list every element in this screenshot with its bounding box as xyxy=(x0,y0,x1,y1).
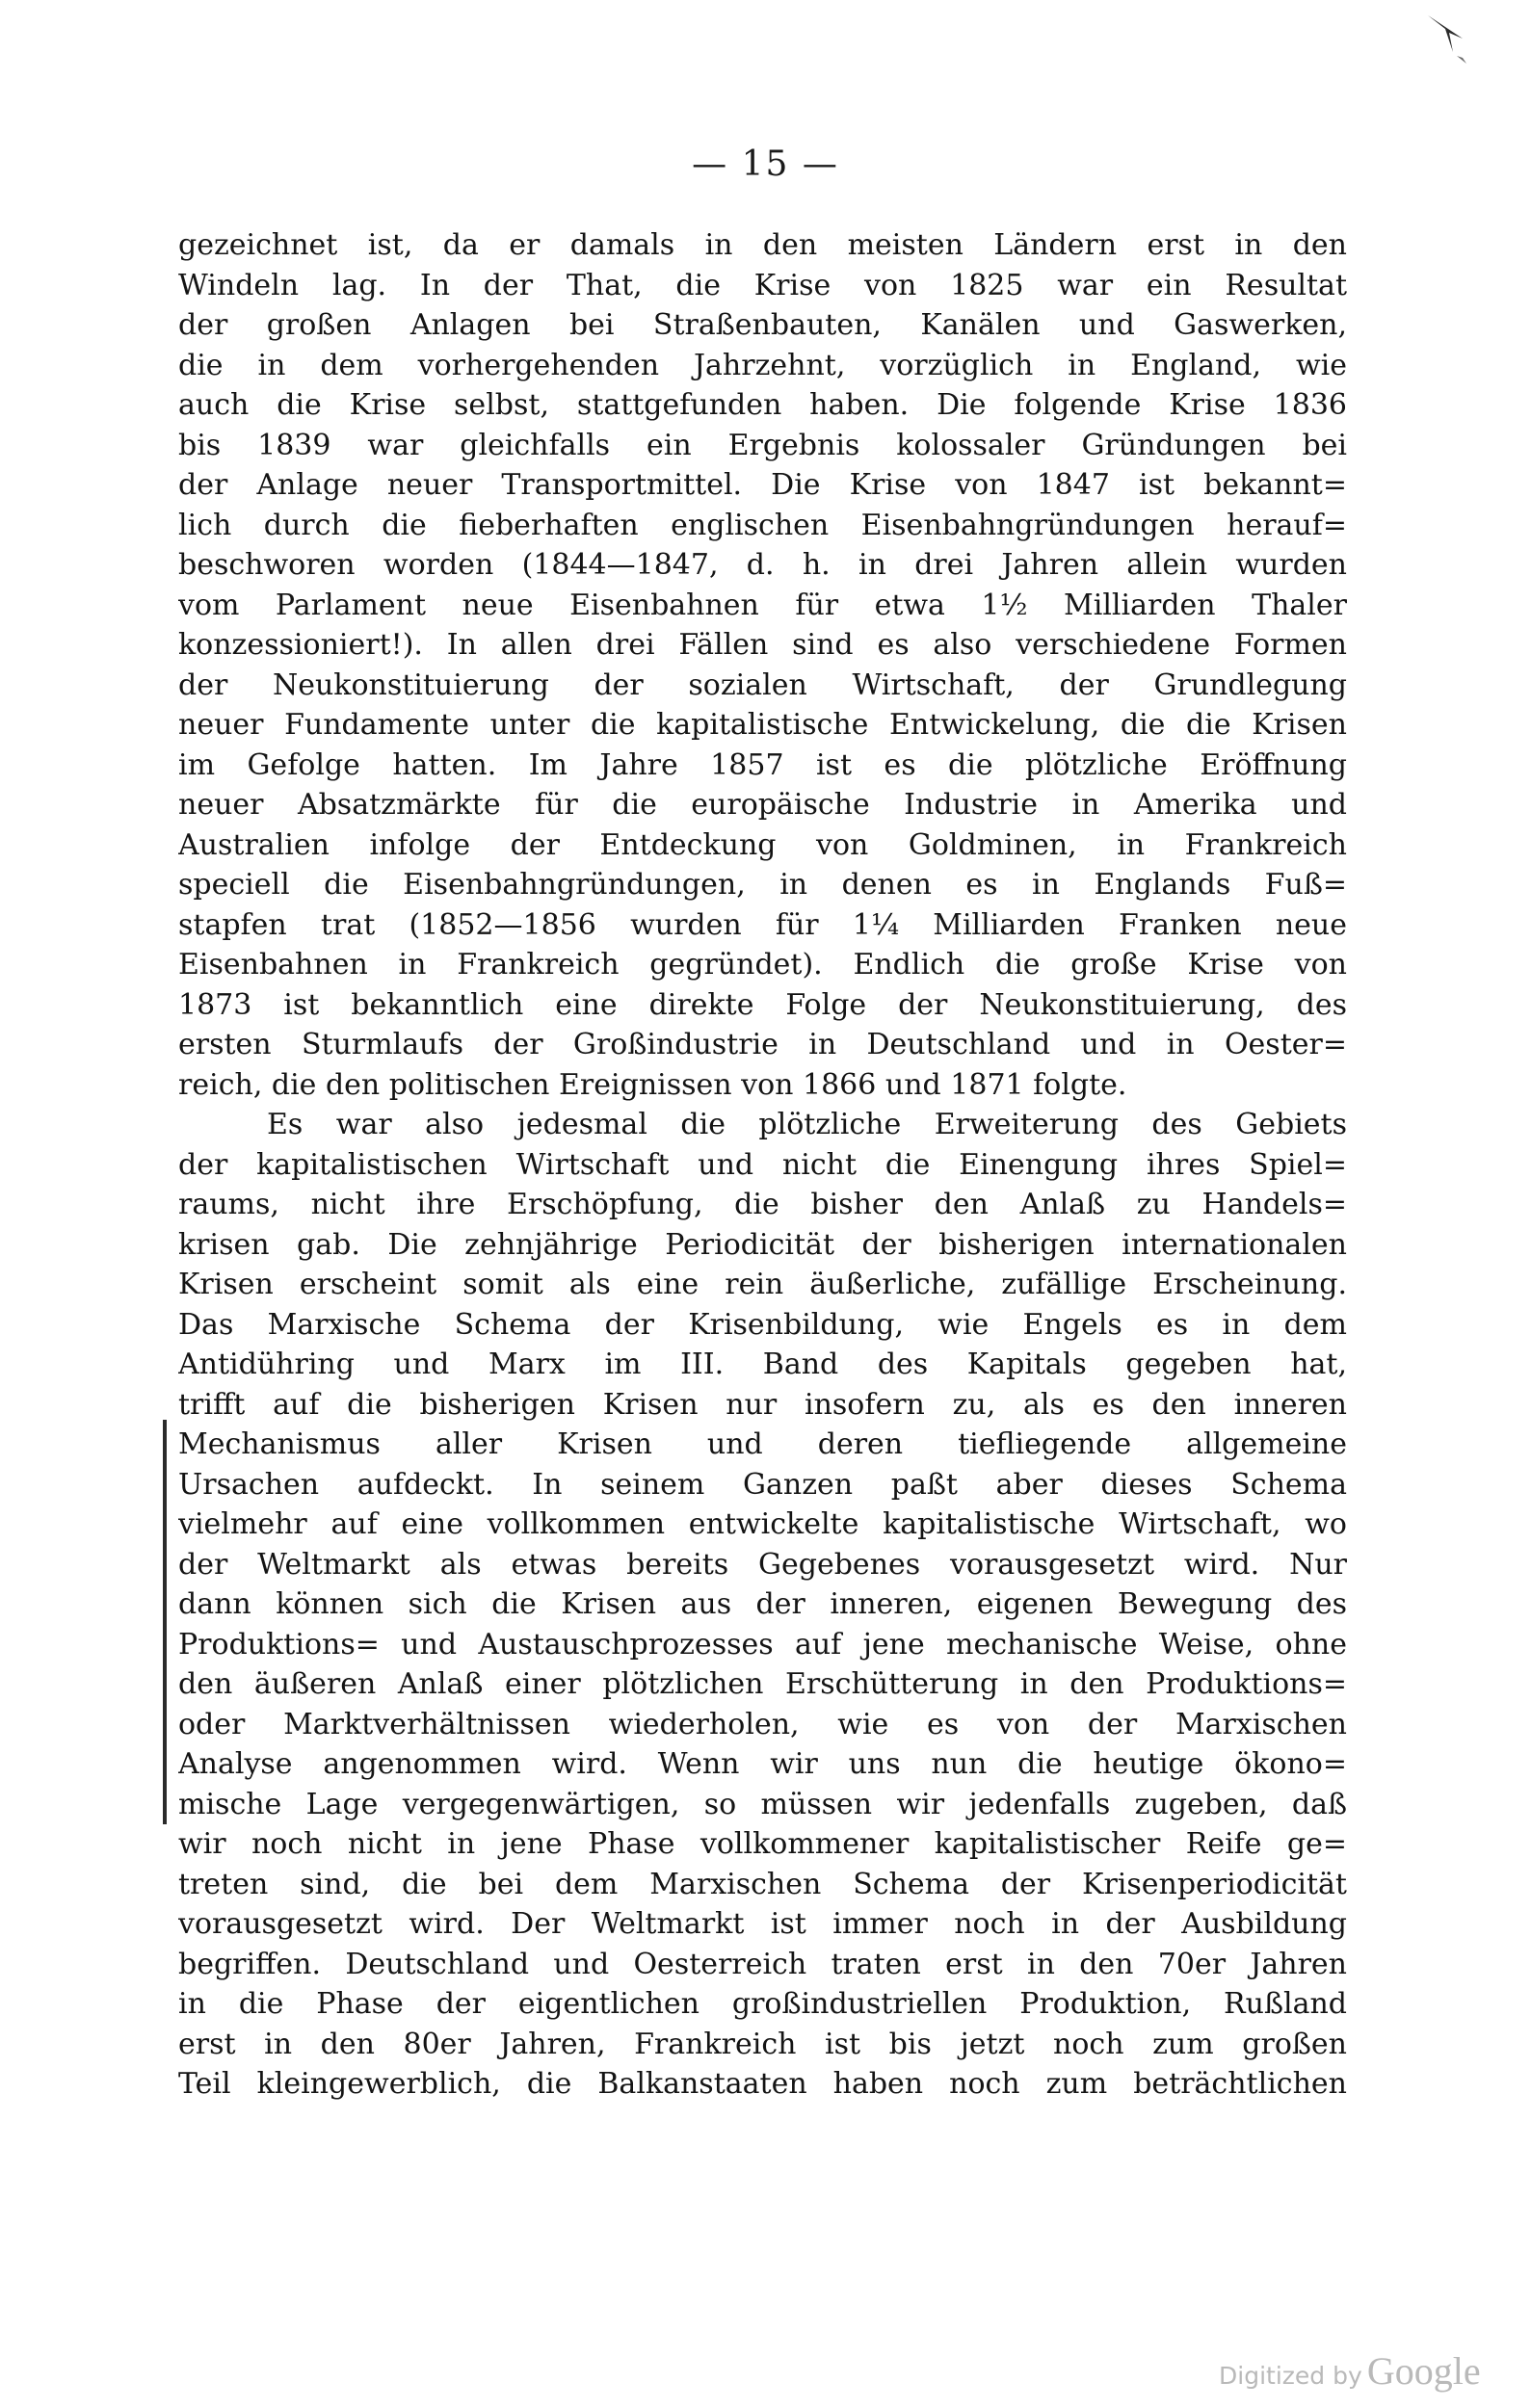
body-text xyxy=(178,225,1347,2105)
text-line: krisen gab. Die zehnjährige Periodicität der bisherigen internationalen xyxy=(178,1227,1347,1262)
text-line: raums, nicht ihre Erschöpfung, die bisher den Anlaß zu Handels= xyxy=(178,1188,1347,1221)
text-line: der Neukonstituierung der sozialen Wirtschaft, der Grundlegung xyxy=(178,667,1347,702)
text-line: konzessioniert!). In allen drei Fällen sind es also verschiedene Formen xyxy=(178,628,1347,662)
text-line: Mechanismus aller Krisen und deren tiefliegende allgemeine xyxy=(178,1427,1347,1461)
digitized-by-google-watermark xyxy=(1219,2348,1481,2394)
text-line: den äußeren Anlaß einer plötzlichen Erschütterung in den Produktions= xyxy=(178,1667,1347,1701)
watermark-brand: Google xyxy=(1366,2349,1481,2393)
text-line: Australien infolge der Entdeckung von Goldminen, in Frankreich xyxy=(178,827,1347,862)
text-line: erst in den 80er Jahren, Frankreich ist bis jetzt noch zum großen xyxy=(178,2027,1347,2061)
text-line: reich, die den politischen Ereignissen von 1866 und 1871 folgte. xyxy=(178,1067,1127,1102)
text-line: Es war also jedesmal die plötzliche Erweiterung des Gebiets xyxy=(267,1108,1347,1141)
text-line: Teil kleingewerblich, die Balkanstaaten haben noch zum beträchtlichen xyxy=(178,2067,1347,2101)
text-line: Ursachen aufdeckt. In seinem Ganzen paßt aber dieses Schema xyxy=(178,1467,1347,1502)
paragraph xyxy=(178,1105,1347,2105)
text-line: neuer Absatzmärkte für die europäische Industrie in Amerika und xyxy=(178,788,1347,822)
text-line: stapfen trat (1852—1856 wurden für 1¼ Milliarden Franken neue xyxy=(178,907,1347,942)
text-line: Das Marxische Schema der Krisenbildung, wie Engels es in dem xyxy=(178,1307,1347,1342)
text-line: bis 1839 war gleichfalls ein Ergebnis kolossaler Gründungen bei xyxy=(178,428,1347,462)
text-line: der kapitalistischen Wirtschaft und nicht die Einengung ihres Spiel= xyxy=(178,1147,1347,1182)
text-line: der Weltmarkt als etwas bereits Gegebenes vorausgesetzt wird. Nur xyxy=(178,1547,1347,1582)
text-line: der Anlage neuer Transportmittel. Die Krise von 1847 ist bekannt= xyxy=(178,468,1347,502)
text-line: Eisenbahnen in Frankreich gegründet). Endlich die große Krise von xyxy=(178,948,1347,982)
text-line: der großen Anlagen bei Straßenbauten, Kanälen und Gaswerken, xyxy=(178,308,1347,342)
text-line: Produktions= und Austauschprozesses auf jene mechanische Weise, ohne xyxy=(178,1627,1347,1662)
text-line: Windeln lag. In der That, die Krise von 1825 war ein Resultat xyxy=(178,268,1347,302)
text-line: Antidühring und Marx im III. Band des Kapitals gegeben hat, xyxy=(178,1348,1347,1381)
text-line: 1873 ist bekanntlich eine direkte Folge der Neukonstituierung, des xyxy=(178,987,1347,1022)
text-line: lich durch die fieberhaften englischen Eisenbahngründungen herauf= xyxy=(178,508,1347,542)
watermark-prefix: Digitized by xyxy=(1219,2362,1362,2390)
text-line: begriffen. Deutschland und Oesterreich traten erst in den 70er Jahren xyxy=(178,1947,1347,1981)
text-line: in die Phase der eigentlichen großindustriellen Produktion, Rußland xyxy=(178,1987,1347,2021)
text-line: dann können sich die Krisen aus der inneren, eigenen Bewegung des xyxy=(178,1587,1347,1621)
text-line: Krisen erscheint somit als eine rein äußerliche, zufällige Erscheinung. xyxy=(178,1268,1347,1301)
margin-line xyxy=(163,1420,167,1824)
text-line: beschworen worden (1844—1847, d. h. in drei Jahren allein wurden xyxy=(178,548,1347,582)
text-line: neuer Fundamente unter die kapitalistische Entwickelung, die die Krisen xyxy=(178,708,1347,742)
text-line: ersten Sturmlaufs der Großindustrie in Deutschland und in Oester= xyxy=(178,1028,1347,1061)
text-line: vom Parlament neue Eisenbahnen für etwa 1½ Milliarden Thaler xyxy=(178,588,1347,622)
paragraph xyxy=(178,225,1347,1105)
text-line: die in dem vorhergehenden Jahrzehnt, vorzüglich in England, wie xyxy=(178,348,1347,382)
page-number: — 15 — xyxy=(692,144,839,184)
text-line: im Gefolge hatten. Im Jahre 1857 ist es die plötzliche Eröffnung xyxy=(178,747,1347,782)
text-line: wir noch nicht in jene Phase vollkommener kapitalistischer Reife ge= xyxy=(178,1827,1347,1861)
text-line: vorausgesetzt wird. Der Weltmarkt ist immer noch in der Ausbildung xyxy=(178,1907,1347,1941)
text-line: gezeichnet ist, da er damals in den meisten Ländern erst in den xyxy=(178,228,1347,262)
text-line: treten sind, die bei dem Marxischen Schema der Krisenperiodicität xyxy=(178,1867,1347,1901)
text-line: mische Lage vergegenwärtigen, so müssen wir jedenfalls zugeben, daß xyxy=(178,1787,1347,1821)
text-line: vielmehr auf eine vollkommen entwickelte kapitalistische Wirtschaft, wo xyxy=(178,1507,1347,1541)
scan-corner-mark xyxy=(1424,10,1482,77)
text-line: Analyse angenommen wird. Wenn wir uns nun die heutige ökono= xyxy=(178,1747,1347,1781)
text-line: speciell die Eisenbahngründungen, in denen es in Englands Fuß= xyxy=(178,868,1347,902)
text-line: oder Marktverhältnissen wiederholen, wie es von der Marxischen xyxy=(178,1707,1347,1741)
text-line: trifft auf die bisherigen Krisen nur insofern zu, als es den inneren xyxy=(178,1387,1347,1422)
text-line: auch die Krise selbst, stattgefunden haben. Die folgende Krise 1836 xyxy=(178,388,1347,422)
